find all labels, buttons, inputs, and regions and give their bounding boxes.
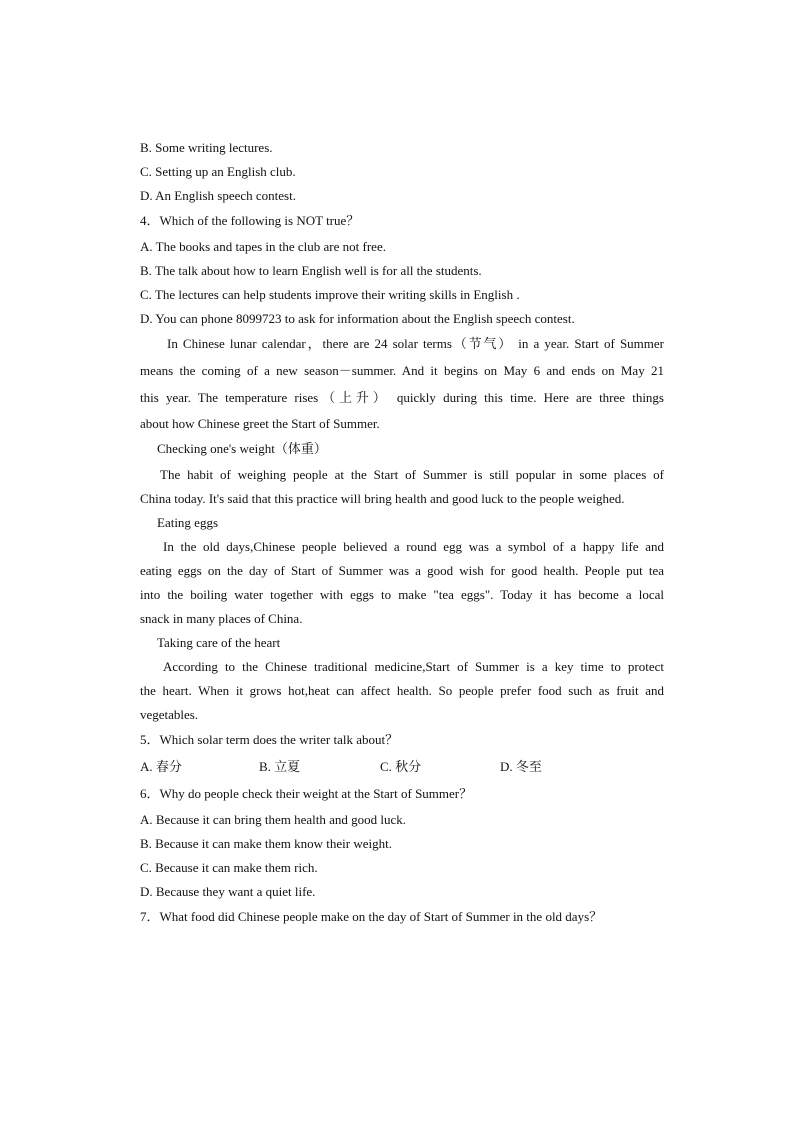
q4-option-b: B. The talk about how to learn English well is for all the students. bbox=[140, 263, 482, 278]
q5-option-b: B. 立夏 bbox=[259, 759, 301, 774]
q5-option-c: C. 秋分 bbox=[380, 759, 422, 774]
q6-option-a: A. Because it can bring them health and good luck. bbox=[140, 812, 407, 827]
q6-question: 6．Why do people check their weight at the Start of Summer？ bbox=[140, 786, 473, 801]
para1-line-2: China today. It's said that this practice will bring health and good luck to the people weighed. bbox=[140, 491, 625, 506]
q7-question: 7．What food did Chinese people make on the day of Start of Summer in the old days？ bbox=[140, 909, 603, 924]
passage-intro-line-3: this year. The temperature rises（上升） quickly during this time. Here are three things bbox=[140, 390, 664, 405]
q6-option-d: D. Because they want a quiet life. bbox=[140, 884, 316, 899]
q5-option-d: D. 冬至 bbox=[500, 759, 542, 774]
q5-question: 5．Which solar term does the writer talk about？ bbox=[140, 732, 399, 747]
para3-line-2: the heart. When it grows hot,heat can affect health. So people prefer food such as fruit and bbox=[140, 683, 664, 698]
q4-option-a: A. The books and tapes in the club are not free. bbox=[140, 239, 386, 254]
para2-line-1: In the old days,Chinese people believed a round egg was a symbol of a happy life and bbox=[163, 539, 664, 554]
q3-option-c: C. Setting up an English club. bbox=[140, 164, 296, 179]
passage-heading-weight: Checking one's weight（体重） bbox=[157, 441, 327, 456]
q3-option-d: D. An English speech contest. bbox=[140, 188, 296, 203]
passage-heading-eggs: Eating eggs bbox=[157, 515, 219, 530]
q6-option-c: C. Because it can make them rich. bbox=[140, 860, 318, 875]
q4-option-c: C. The lectures can help students improve their writing skills in English . bbox=[140, 287, 520, 302]
para2-line-4: snack in many places of China. bbox=[140, 611, 303, 626]
para2-line-3: into the boiling water together with eggs to make "tea eggs". Today it has become a local bbox=[140, 587, 664, 602]
q4-question: 4．Which of the following is NOT true？ bbox=[140, 213, 360, 228]
passage-heading-heart: Taking care of the heart bbox=[157, 635, 281, 650]
q3-option-b: B. Some writing lectures. bbox=[140, 140, 273, 155]
para3-line-3: vegetables. bbox=[140, 707, 199, 722]
para2-line-2: eating eggs on the day of Start of Summer was a good wish for good health. People put tea bbox=[140, 563, 664, 578]
passage-intro-line-2: means the coming of a new season－summer. And it begins on May 6 and ends on May 21 bbox=[140, 363, 664, 378]
para3-line-1: According to the Chinese traditional medicine,Start of Summer is a key time to protect bbox=[163, 659, 664, 674]
passage-intro-line-4: about how Chinese greet the Start of Summer. bbox=[140, 416, 380, 431]
q5-option-a: A. 春分 bbox=[140, 759, 182, 774]
q4-option-d: D. You can phone 8099723 to ask for information about the English speech contest. bbox=[140, 311, 575, 326]
para1-line-1: The habit of weighing people at the Start of Summer is still popular in some places of bbox=[160, 467, 664, 482]
passage-intro-line-1: In Chinese lunar calendar，there are 24 solar terms（节气） in a year. Start of Summer bbox=[167, 336, 664, 351]
q6-option-b: B. Because it can make them know their weight. bbox=[140, 836, 392, 851]
